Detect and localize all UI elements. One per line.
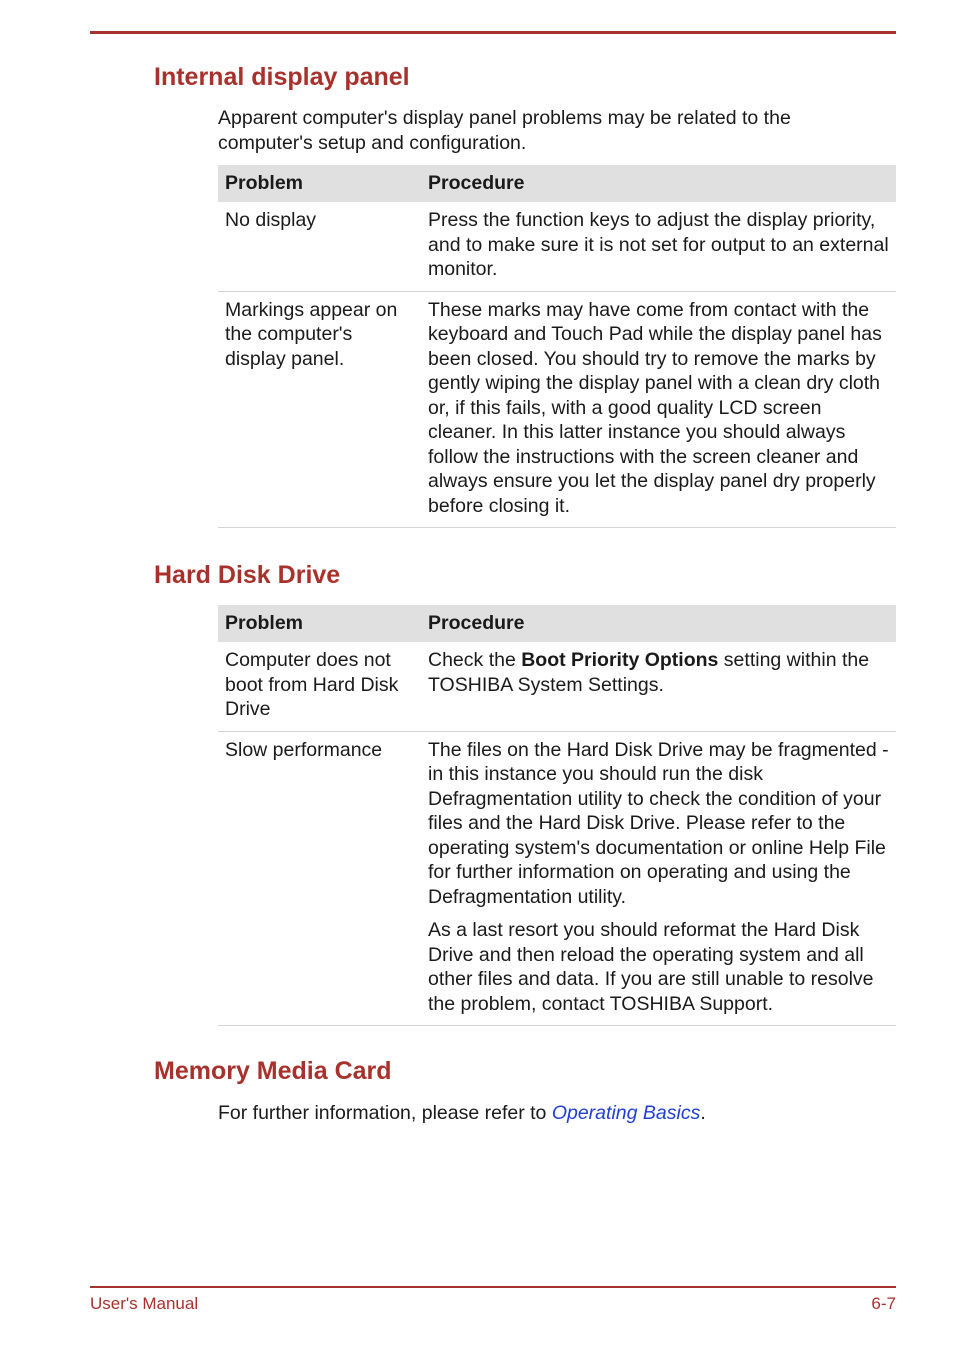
procedure-cell [421,642,896,731]
column-header-problem: Problem [218,165,421,202]
memory-card-text-pre: For further information, please refer to [218,1102,552,1124]
problem-cell: Markings appear on the computer's display panel. [218,291,421,528]
table-row [218,202,896,291]
column-header-problem: Problem [218,605,421,642]
procedure-cell: Press the function keys to adjust the display priority, and to make sure it is not set for output to an external monitor. [421,202,896,291]
footer-manual-title: User's Manual [90,1294,199,1313]
problem-cell: Slow performance [218,731,421,1026]
boot-priority-options-emphasis: Boot Priority Options [521,649,719,671]
section-heading-internal-display: Internal display panel [154,63,410,91]
problem-cell: Computer does not boot from Hard Disk Drive [218,642,421,731]
procedure-cell [421,731,896,1026]
problem-cell: No display [218,202,421,291]
table-row [218,642,896,731]
section-heading-memory-card: Memory Media Card [154,1057,392,1085]
column-header-procedure: Procedure [421,165,896,202]
procedure-text: Check the [428,649,522,671]
table-row [218,731,896,1026]
procedure-cell: These marks may have come from contact with the keyboard and Touch Pad while the display panel has been closed. You should try to remove the marks by gently wiping the display panel with a clean dry cloth or, if this fails, with a good quality LCD screen cleaner. In this latter instance you should always follow the instructions with the screen cleaner and always ensure you let the display panel dry properly before closing it. [421,291,896,528]
table-row [218,291,896,528]
table-header-row [218,605,896,642]
memory-card-text-post: . [700,1102,706,1124]
procedure-text: setting within the TOSHIBA System Settings. [428,649,870,696]
table-header-row [218,165,896,202]
bottom-rule [90,1286,896,1288]
procedure-paragraph: The files on the Hard Disk Drive may be fragmented - in this instance you should run the disk Defragmentation utility to check the condition of your files and the Hard Disk Drive. Please refer to the operating system's documentation or online Help File for further information on operating and using the Defragmentation utility. [428,738,889,908]
top-rule [90,31,896,34]
internal-display-table [218,165,896,528]
column-header-procedure: Procedure [421,605,896,642]
procedure-paragraph: As a last resort you should reformat the Hard Disk Drive and then reload the operating system and all other files and data. If you are still unable to resolve the problem, contact TOSHIBA Support. [428,919,874,1015]
memory-card-text [218,1101,858,1126]
footer-page-number: 6-7 [871,1294,896,1313]
operating-basics-link[interactable]: Operating Basics [551,1102,701,1124]
section-heading-hard-disk: Hard Disk Drive [154,561,341,589]
hard-disk-table [218,605,896,1026]
internal-display-intro: Apparent computer's display panel problems may be related to the computer's setup and configuration. [218,107,791,154]
